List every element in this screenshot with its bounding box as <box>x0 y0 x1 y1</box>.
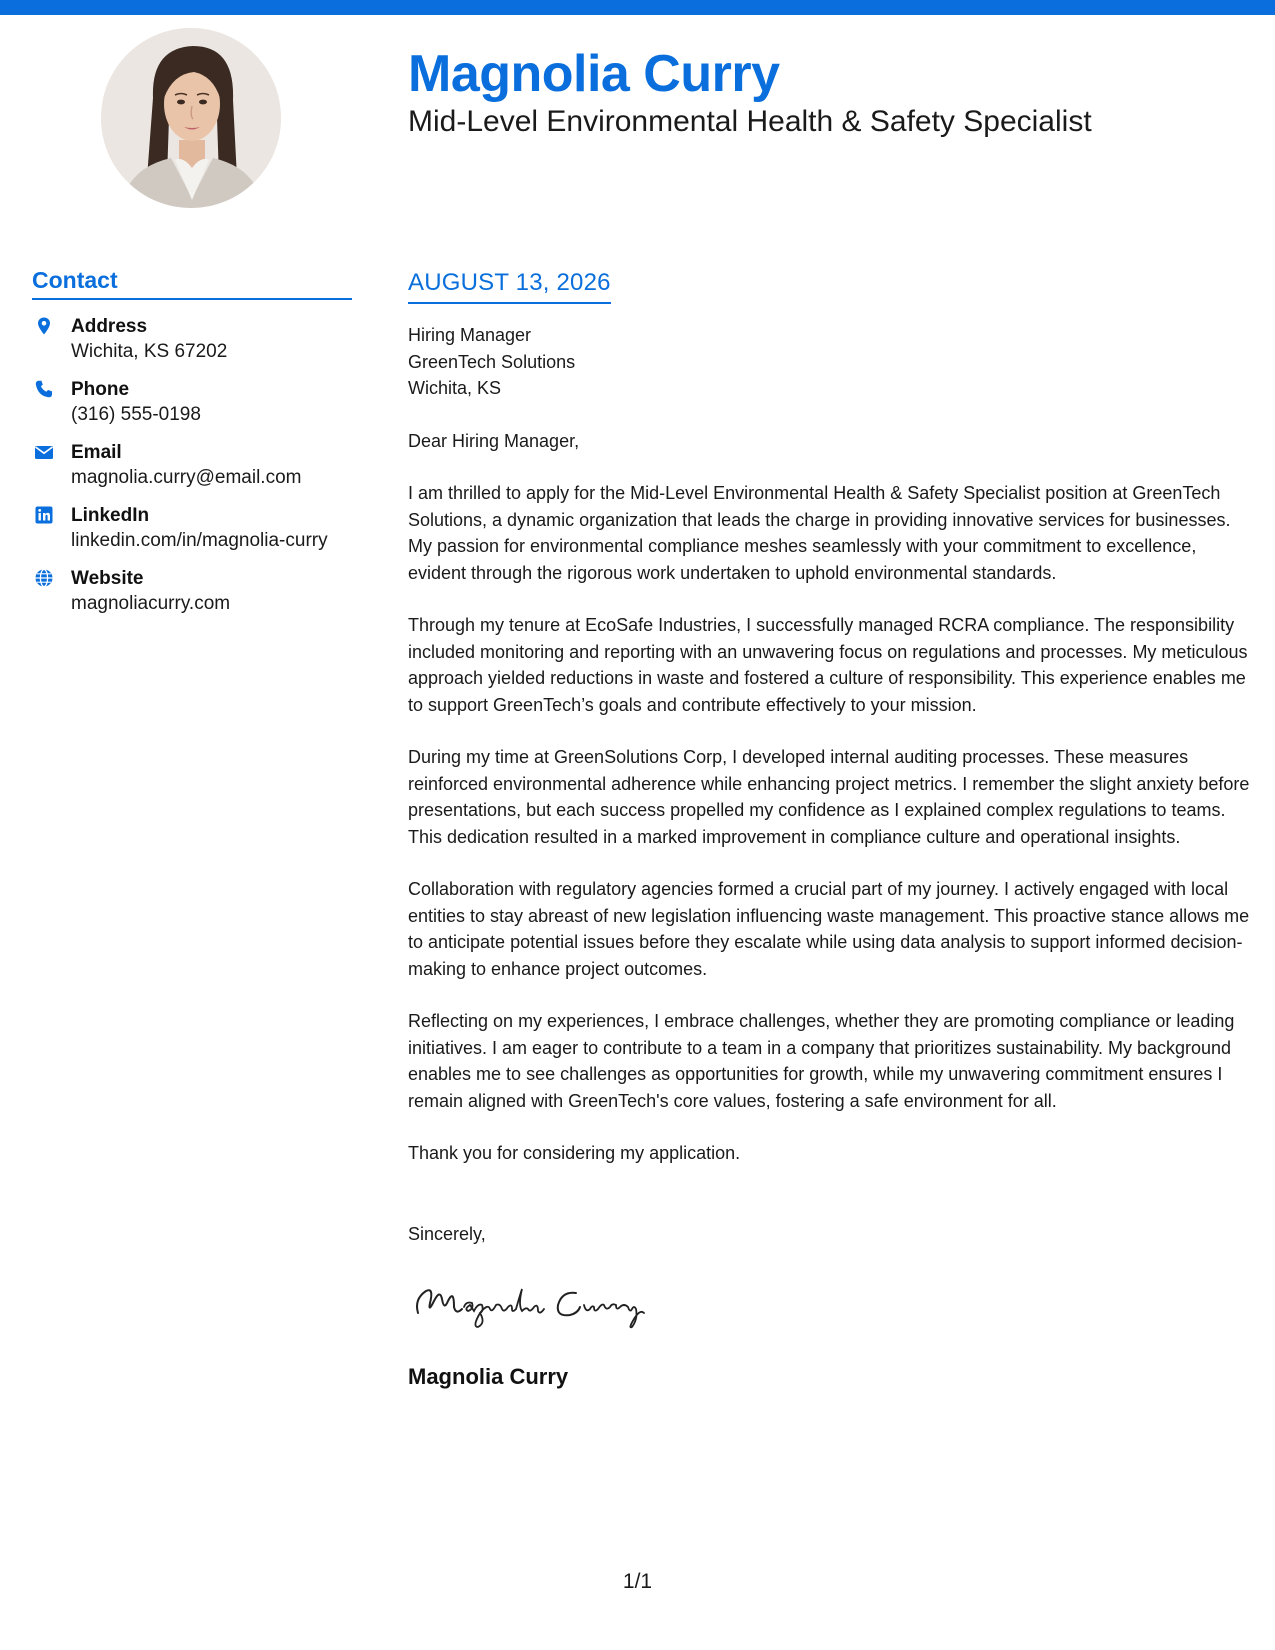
address-value: Wichita, KS 67202 <box>71 341 228 362</box>
job-title: Mid-Level Environmental Health & Safety Specialist <box>408 105 1092 138</box>
website-value[interactable]: magnoliacurry.com <box>71 593 231 614</box>
signed-name: Magnolia Curry <box>408 1364 569 1389</box>
email-value: magnolia.curry@email.com <box>71 467 302 488</box>
contact-item-linkedin <box>32 503 352 553</box>
avatar <box>101 28 281 208</box>
closing: Sincerely, <box>408 1223 486 1244</box>
contact-item-website <box>32 566 352 616</box>
contact-label: Website <box>71 568 144 589</box>
top-accent-bar <box>0 0 1275 15</box>
letter-paragraph: Through my tenure at EcoSafe Industries, I successfully managed RCRA compliance. The responsibility included monitoring and reporting with an unwavering focus on regulations and processes. My meticulous approach yielded reductions in waste and fostered a culture of responsibility. This experience enables me to support GreenTech’s goals and contribute effectively to your mission. <box>408 615 1248 715</box>
page-number: 1/1 <box>622 1570 653 1593</box>
contact-sidebar <box>32 264 352 629</box>
recipient-block <box>408 322 1253 402</box>
email-icon <box>34 442 54 462</box>
letter-paragraph: Reflecting on my experiences, I embrace challenges, whether they are promoting compliance or leading initiatives. I am eager to contribute to a team in a company that prioritizes sustainability. My background enables me to see challenges as opportunities for growth, while my unwavering commitment ensures I remain aligned with GreenTech's core values, fostering a safe environment for all. <box>408 1011 1235 1111</box>
linkedin-value[interactable]: linkedin.com/in/magnolia-curry <box>71 530 328 551</box>
contact-item-address <box>32 314 352 364</box>
contact-label: LinkedIn <box>71 505 150 526</box>
candidate-name: Magnolia Curry <box>408 45 780 103</box>
letter-paragraph: Collaboration with regulatory agencies formed a crucial part of my journey. I actively engaged with local entities to stay abreast of new legislation influencing waste management. This proactive stance allows me to anticipate potential issues before they escalate while using data analysis to support informed decision-making to enhance project outcomes. <box>408 879 1250 979</box>
globe-icon <box>34 568 54 588</box>
contact-item-phone <box>32 377 352 427</box>
letter-paragraph: Thank you for considering my application. <box>408 1143 741 1163</box>
contact-label: Phone <box>71 379 130 400</box>
contact-label: Address <box>71 316 148 337</box>
letter-paragraph: I am thrilled to apply for the Mid-Level Environmental Health & Safety Specialist position at GreenTech Solutions, a dynamic organization that leads the charge in providing innovative services for businesses. My passion for environmental compliance meshes seamlessly with your commitment to excellence, evident through the rigorous work undertaken to uphold environmental standards. <box>408 483 1231 583</box>
contact-section-title: Contact <box>32 264 352 300</box>
contact-label: Email <box>71 442 122 463</box>
letter-paragraph: During my time at GreenSolutions Corp, I developed internal auditing processes. These measures reinforced environmental adherence while enhancing project metrics. I remember the slight anxiety before presentations, but each success propelled my confidence as I explained complex regulations to teams. This dedication resulted in a marked improvement in compliance culture and operational insights. <box>408 747 1250 847</box>
recipient-line: Hiring Manager <box>408 325 532 345</box>
location-pin-icon <box>34 316 54 336</box>
handwritten-signature <box>408 1269 668 1333</box>
phone-value: (316) 555-0198 <box>71 404 201 425</box>
letter-date: AUGUST 13, 2026 <box>408 266 611 304</box>
recipient-line: Wichita, KS <box>408 378 502 398</box>
recipient-line: GreenTech Solutions <box>408 351 576 372</box>
salutation: Dear Hiring Manager, <box>408 430 580 451</box>
cover-letter-body <box>408 266 1253 1392</box>
contact-item-email <box>32 440 352 490</box>
phone-icon <box>34 379 54 399</box>
linkedin-icon <box>34 505 54 525</box>
